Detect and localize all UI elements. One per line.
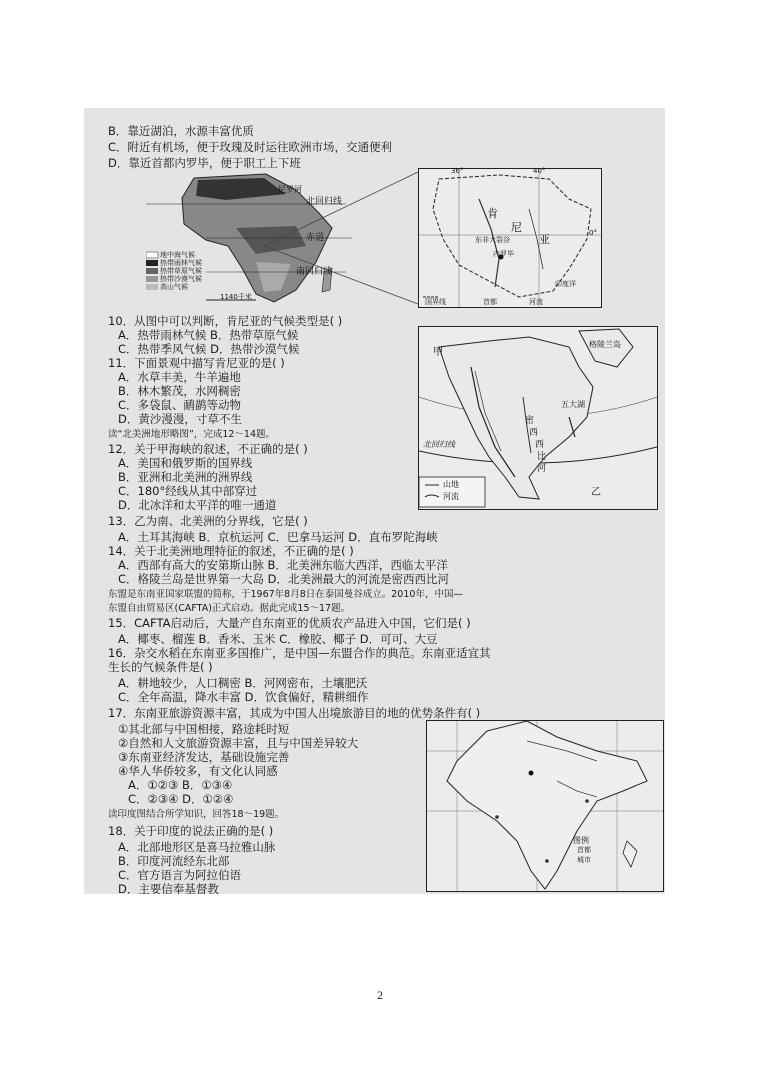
question-line: A．耕地较少，人口稠密 B．河网密布，土壤肥沃	[118, 676, 368, 690]
question-line: 读印度图结合所学知识，回答18～19题。	[108, 809, 285, 820]
question-line: C．180°经线从其中部穿过	[118, 484, 258, 498]
legend-item: 国界线	[425, 298, 446, 306]
map-scale: 1140千米	[220, 293, 252, 301]
map-label: 乙	[591, 487, 601, 498]
map-label: 甲	[433, 347, 443, 358]
question-line: 读“北美洲地形略图”，完成12～14题。	[108, 429, 276, 440]
map-label: 赤道	[306, 233, 325, 243]
question-line: 10．从图中可以判断，肯尼亚的气候类型是( )	[108, 314, 343, 328]
map-label: 比	[537, 452, 547, 462]
map-label: 40°	[533, 167, 546, 175]
question-line: A．美国和俄罗斯的国界线	[118, 456, 253, 470]
map-label: 北回归线	[423, 440, 455, 449]
question-line: 东盟是东南亚国家联盟的简称，于1967年8月8日在泰国曼谷成立。2010年，中国—	[108, 589, 463, 600]
question-line: A．北部地形区是喜马拉雅山脉	[118, 840, 276, 854]
question-line: D．黄沙漫漫，寸草不生	[118, 412, 242, 426]
question-line: ①其北部与中国相接，路途耗时短	[118, 722, 290, 736]
kenya-map	[418, 168, 602, 308]
question-line: D．主要信奉基督教	[118, 882, 219, 894]
map-label: 格陵兰岛	[589, 340, 621, 349]
question-line: 14．关于北美洲地理特征的叙述，不正确的是( )	[108, 544, 354, 558]
question-line: B．林木繁茂，水网稠密	[118, 384, 241, 398]
legend-item: 城市	[577, 856, 591, 864]
question-line: 11．下面景观中描写肯尼亚的是( )	[108, 356, 285, 370]
question-line: A．西部有高大的安第斯山脉 B．北美洲东临大西洋，西临太平洋	[118, 558, 448, 572]
scanned-exam-page	[84, 108, 665, 894]
question-line: A．土耳其海峡 B．京杭运河 C．巴拿马运河 D．直布罗陀海峡	[118, 530, 438, 544]
legend-item: 高山气候	[160, 283, 188, 291]
question-line: 东盟自由贸易区(CAFTA)正式启动。据此完成15～17题。	[108, 603, 351, 614]
map-label: 亚	[539, 233, 550, 246]
question-line: A．水草丰美，牛羊遍地	[118, 370, 241, 384]
map-label: 36°	[451, 167, 464, 175]
north-america-map	[418, 326, 658, 510]
legend-item: 山地	[443, 480, 459, 489]
map-label: 尼	[511, 221, 522, 234]
legend-item: 热带雨林气候	[160, 259, 202, 267]
question-line: C．②③④ D．①②④	[128, 792, 234, 806]
map-label: 尼罗河	[278, 185, 302, 194]
map-legend-title: 图例	[573, 836, 589, 845]
map-connector-lines	[264, 168, 424, 308]
question-line: ②自然和人文旅游资源丰富，且与中国差异较大	[118, 736, 359, 750]
question-line: C．热带季风气候 D．热带沙漠气候	[118, 342, 300, 356]
question-line: B．亚洲和北美洲的洲界线	[118, 470, 253, 484]
question-line: 生长的气候条件是( )	[108, 660, 213, 674]
question-line: 16．杂交水稻在东南亚多国推广，是中国—东盟合作的典范。东南亚适宜其	[108, 646, 491, 660]
question-line: B．印度河流经东北部	[118, 854, 230, 868]
question-line: A．①②③ B．①③④	[128, 778, 233, 792]
india-map	[426, 720, 664, 892]
map-label: 肯	[487, 207, 498, 220]
map-label: 五大湖	[561, 400, 585, 409]
option-line: B．靠近湖泊，水源丰富优质	[108, 124, 254, 138]
map-label: 密	[525, 416, 535, 426]
map-label: 西	[529, 428, 539, 438]
question-line: C．多袋鼠、鸸鹋等动物	[118, 398, 242, 412]
legend-item: 河流	[443, 492, 459, 501]
map-label: 0°	[589, 229, 597, 237]
question-line: C．格陵兰岛是世界第一大岛 D．北美洲最大的河流是密西西比河	[118, 572, 450, 586]
question-line: ③东南亚经济发达，基础设施完善	[118, 750, 290, 764]
map-label: 北回归线	[306, 197, 343, 207]
question-line: D．北冰洋和太平洋的唯一通道	[118, 498, 277, 512]
map-label: 河	[537, 464, 547, 474]
question-line: C．官方语言为阿拉伯语	[118, 868, 242, 882]
question-line: 18．关于印度的说法正确的是( )	[108, 824, 274, 838]
option-line: D．靠近首都内罗毕，便于职工上下班	[108, 156, 301, 170]
question-line: 13．乙为南、北美洲的分界线，它是( )	[108, 514, 308, 528]
legend-item: 首都	[483, 298, 497, 306]
map-label: 西	[535, 440, 545, 450]
question-line: 17．东南亚旅游资源丰富，其成为中国人出境旅游目的地的优势条件有( )	[108, 706, 481, 720]
legend-item: 热带沙漠气候	[160, 275, 202, 283]
legend-item: 地中海气候	[160, 251, 195, 259]
map-label: 内罗毕	[493, 250, 514, 258]
india-map-graphic	[427, 721, 663, 891]
map-label: 东非大裂谷	[475, 236, 510, 244]
page-number: 2	[377, 988, 383, 1002]
question-line: 12．关于甲海峡的叙述，不正确的是( )	[108, 442, 308, 456]
question-line: A．热带雨林气候 B．热带草原气候	[118, 328, 299, 342]
legend-item: 河流	[529, 298, 543, 306]
map-label: 印度洋	[555, 280, 576, 288]
question-line: A．椰枣、榴莲 B．香米、玉米 C．橡胶、椰子 D．可可、大豆	[118, 632, 438, 646]
option-line: C．附近有机场，便于玫瑰及时运往欧洲市场，交通便利	[108, 140, 393, 154]
legend-item: 首都	[577, 846, 591, 854]
legend-item: 热带草原气候	[160, 267, 202, 275]
map-label: 南回归线	[296, 267, 333, 277]
question-line: 15．CAFTA启动后，大量产自东南亚的优质农产品进入中国，它们是( )	[108, 616, 471, 630]
question-line: ④华人华侨较多，有文化认同感	[118, 764, 278, 778]
question-line: C．全年高温，降水丰富 D．饮食偏好，精耕细作	[118, 690, 369, 704]
